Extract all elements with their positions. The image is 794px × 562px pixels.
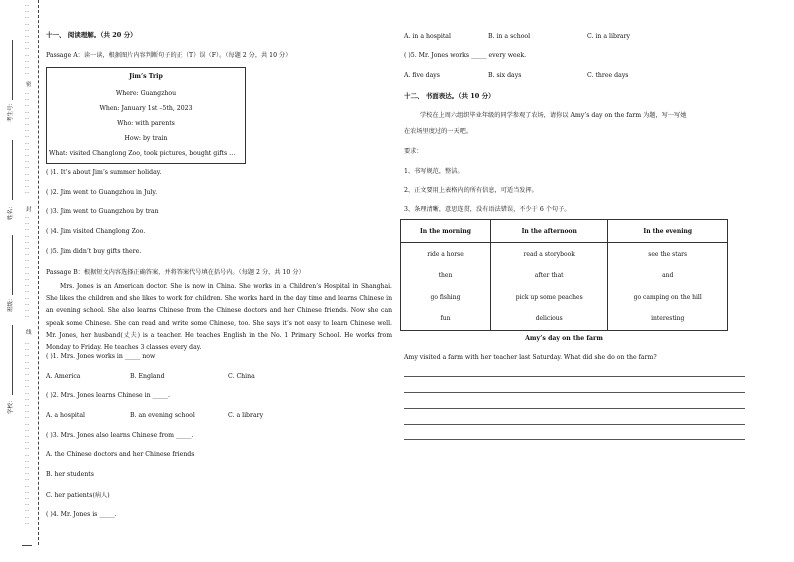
table-row — [401, 265, 728, 286]
qB-1-opt-a: A. America — [46, 373, 81, 380]
table-cell: after that — [490, 265, 608, 286]
table-row — [401, 243, 728, 266]
table-row — [401, 308, 728, 331]
essay-title: Amy’s day on the farm — [525, 335, 603, 342]
qB-3-opt-a: A. the Chinese doctors and her Chinese friends — [46, 451, 195, 458]
writing-prompt-line1: 学校在上周六组织毕业年级的同学参观了农场，请你以 Amy’s day on the farm 为题，写一写她 — [420, 112, 687, 119]
qB-3-opt-b: B. her students — [46, 471, 94, 478]
margin-dots-1: … … … … … … … … … … … … — [24, 2, 30, 77]
trip-what: What: visited Changlong Zoo, took pictures, bought gifts … — [49, 150, 236, 157]
section12-heading: 十二、 书面表达。（共 10 分） — [404, 92, 495, 100]
table-cell: fun — [401, 308, 491, 331]
table-cell: go camping on the hill — [608, 286, 728, 307]
qA-1: ( )1. It’s about Jim’s summer holiday. — [46, 169, 162, 176]
qB-3: ( )3. Mrs. Jones also learns Chinese from _____. — [46, 432, 194, 439]
writing-line-4[interactable] — [404, 424, 745, 425]
qB-4-opt-c: C. in a library — [587, 33, 631, 40]
qB-1-opt-c: C. China — [228, 373, 255, 380]
header-afternoon: In the afternoon — [490, 220, 608, 243]
table-cell: read a storybook — [490, 243, 608, 266]
header-evening: In the evening — [608, 220, 728, 243]
trip-how: How: by train — [124, 135, 168, 142]
qB-1: ( )1. Mrs. Jones works in _____ now — [46, 353, 156, 360]
label-student-id: 考生号： — [8, 99, 14, 122]
trip-where: Where: Guangzhou — [115, 90, 177, 97]
qB-4-opt-b: B. in a school — [488, 33, 531, 40]
school-line — [12, 325, 13, 395]
margin-dots-4: … … … … … … … … … … … … … … … … … … … … … … … … … … … … … … — [24, 340, 30, 526]
passageB-instructions: Passage B：根据短文内容选择正确答案，并将答案代号填在括号内。（每题 2 分，共 10 分） — [46, 269, 305, 276]
passageA-instructions: Passage A：读一读，根据图片内容判断句子的正（T）误（F）。（每题 2 分，共 10 分） — [46, 52, 292, 59]
writing-line-3[interactable] — [404, 408, 745, 409]
jim-trip-box — [46, 67, 246, 164]
qB-5: ( )5. Mr. Jones works _____ every week. — [404, 52, 527, 59]
seal-char-xian: 线 — [26, 330, 32, 336]
class-line — [12, 235, 13, 295]
qB-4: ( )4. Mr. Jones is _____. — [46, 511, 117, 518]
label-class: 班级： — [8, 295, 14, 312]
qB-5-opt-b: B. six days — [488, 72, 522, 79]
qB-4-opt-a: A. in a hospital — [404, 33, 451, 40]
table-cell: go fishing — [401, 286, 491, 307]
writing-line-5[interactable] — [404, 439, 745, 440]
qB-2: ( )2. Mrs. Jones learns Chinese in _____. — [46, 392, 170, 399]
header-morning: In the morning — [401, 220, 491, 243]
requirements-title: 要求： — [404, 148, 423, 155]
trip-title: Jim’s Trip — [129, 73, 163, 80]
table-cell: and — [608, 265, 728, 286]
table-cell: see the stars — [608, 243, 728, 266]
name-line — [12, 140, 13, 200]
qB-3-opt-c: C. her patients(病人) — [46, 492, 110, 499]
writing-prompt-line2: 在农场里度过的一天吧。 — [404, 128, 473, 135]
requirement-1: 1、书写规范，整洁。 — [404, 168, 464, 175]
label-name: 姓名： — [8, 203, 14, 220]
activity-table — [400, 219, 728, 331]
section11-heading: 十一、 阅读理解。（共 20 分） — [46, 31, 137, 39]
table-header-row — [401, 220, 728, 243]
qB-2-opt-b: B. an evening school — [130, 412, 195, 419]
qB-1-opt-b: B. England — [130, 373, 165, 380]
table-cell: delicious — [490, 308, 608, 331]
margin-dots-2: … … … … … … … … … … … … … … … … … — [24, 90, 30, 196]
table-cell: then — [401, 265, 491, 286]
qA-4: ( )4. Jim visited Changlong Zoo. — [46, 228, 146, 235]
trip-who: Who: with parents — [117, 120, 175, 127]
qB-5-opt-c: C. three days — [587, 72, 629, 79]
qB-2-opt-c: C. a library — [228, 412, 264, 419]
margin-dots-3: … … … … … … … … … … … … … … … … … — [24, 214, 30, 320]
margin-bottom-line — [22, 545, 32, 546]
student-id-line — [12, 40, 13, 100]
seal-char-mi: 密 — [26, 82, 32, 88]
requirement-3: 3、条理清晰，意思连贯，没有语法错误，不少于 6 个句子。 — [404, 206, 571, 213]
writing-line-1[interactable] — [404, 376, 745, 377]
qB-2-opt-a: A. a hospital — [46, 412, 86, 419]
trip-when: When: January 1st –5th, 2023 — [99, 105, 193, 112]
qA-2: ( )2. Jim went to Guangzhou in July. — [46, 189, 158, 196]
table-row — [401, 286, 728, 307]
seal-char-feng: 封 — [26, 207, 32, 213]
writing-line-2[interactable] — [404, 392, 745, 393]
table-cell: interesting — [608, 308, 728, 331]
table-cell: ride a horse — [401, 243, 491, 266]
essay-opening: Amy visited a farm with her teacher last Saturday. What did she do on the farm? — [404, 354, 657, 361]
requirement-2: 2、正文要用上表格内的所有信息，可适当发挥。 — [404, 187, 538, 194]
binding-dashed-line — [38, 0, 39, 545]
label-school: 学校： — [8, 397, 14, 414]
qA-3: ( )3. Jim went to Guangzhou by tran — [46, 208, 159, 215]
passageB-text: Mrs. Jones is an American doctor. She is now in China. She works in a Children’s Hospital in Shanghai. She likes the children and she likes to work for children. She works hard in the day time and learns Chinese in an evening school. She also learns Chinese from the Chinese doctors and her Chinese friends. Now she can speak some Chinese. She can read and write some Chinese, too. She says it’s not easy to learn Chinese well. Mr. Jones, her husband(丈夫) is a teacher. He teaches English in the No. 1 Primary School. He works from Monday to Friday. He teaches 3 classes every day. — [46, 283, 392, 352]
table-cell: pick up some peaches — [490, 286, 608, 307]
qA-5: ( )5. Jim didn’t buy gifts there. — [46, 248, 142, 255]
qB-5-opt-a: A. five days — [404, 72, 440, 79]
